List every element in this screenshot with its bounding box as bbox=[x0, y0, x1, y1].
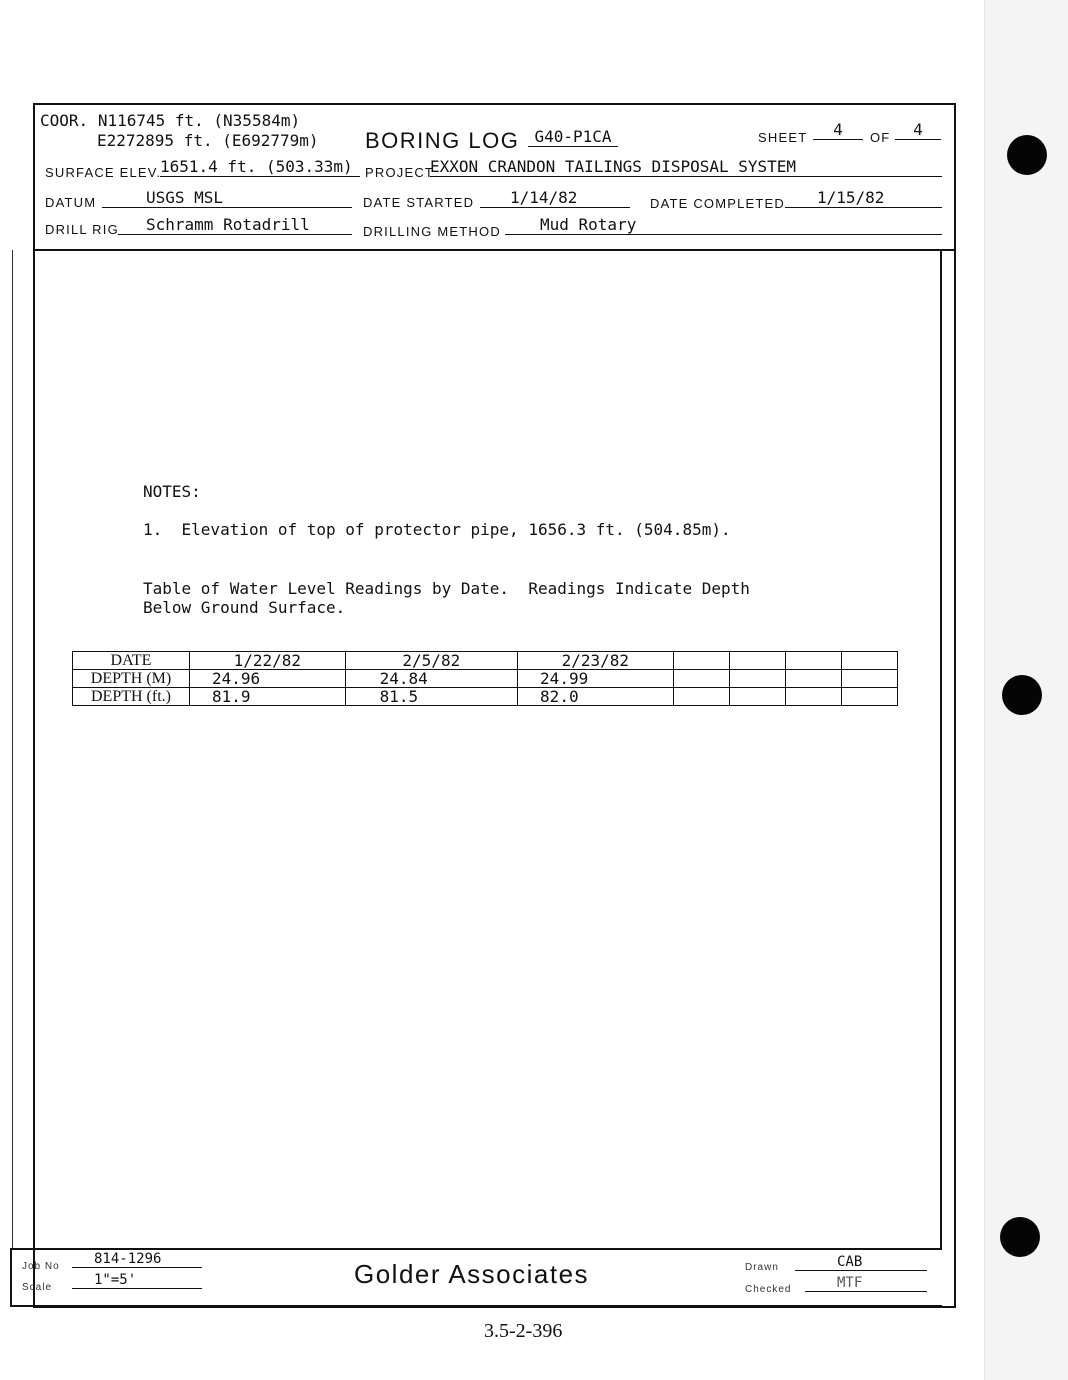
table-cell: 24.84 bbox=[345, 670, 517, 688]
table-caption-line1: Table of Water Level Readings by Date. Readings Indicate Depth bbox=[143, 579, 750, 598]
drilling-method: Mud Rotary bbox=[505, 215, 942, 235]
table-cell: 1/22/82 bbox=[190, 652, 346, 670]
table-cell bbox=[673, 670, 729, 688]
table-cell: 82.0 bbox=[518, 688, 674, 706]
table-caption-line2: Below Ground Surface. bbox=[143, 598, 346, 617]
table-cell: 24.96 bbox=[190, 670, 346, 688]
job-no-label: Job No bbox=[22, 1261, 60, 1272]
table-row-label: DEPTH (ft.) bbox=[73, 688, 190, 706]
drilling-method-label: DRILLING METHOD bbox=[363, 224, 501, 239]
table-cell bbox=[673, 652, 729, 670]
table-cell bbox=[729, 688, 785, 706]
table-cell bbox=[841, 670, 897, 688]
table-cell bbox=[785, 652, 841, 670]
surface-elev-label: SURFACE ELEV. bbox=[45, 165, 162, 180]
table-cell bbox=[841, 688, 897, 706]
of-label: OF bbox=[870, 130, 891, 145]
table-cell: 81.5 bbox=[345, 688, 517, 706]
datum-label: DATUM bbox=[45, 195, 97, 210]
drawn-by: CAB bbox=[795, 1254, 927, 1271]
date-completed: 1/15/82 bbox=[785, 188, 942, 208]
coor-east: E2272895 ft. (E692779m) bbox=[97, 131, 319, 150]
drawn-label: Drawn bbox=[745, 1262, 779, 1273]
punch-hole bbox=[1007, 135, 1047, 175]
sheet-label: SHEET bbox=[758, 130, 808, 145]
table-cell: 81.9 bbox=[190, 688, 346, 706]
footer-top-line bbox=[10, 1248, 940, 1250]
drill-rig: Schramm Rotadrill bbox=[118, 215, 352, 235]
table-row bbox=[73, 670, 898, 688]
coordinates bbox=[40, 111, 300, 130]
project-name: EXXON CRANDON TAILINGS DISPOSAL SYSTEM bbox=[430, 157, 942, 177]
body-left-edge bbox=[12, 250, 13, 1250]
page-title: BORING LOG bbox=[365, 128, 520, 153]
date-started: 1/14/82 bbox=[480, 188, 630, 208]
footer-bottom-line bbox=[10, 1305, 942, 1307]
table-cell: 2/23/82 bbox=[518, 652, 674, 670]
body-right-edge bbox=[940, 250, 942, 1250]
job-no: 814-1296 bbox=[72, 1251, 202, 1268]
datum-value: USGS MSL bbox=[102, 188, 352, 208]
scale-value: 1"=5' bbox=[72, 1272, 202, 1289]
coor-north: N116745 ft. (N35584m) bbox=[97, 111, 301, 130]
coor-label: COOR. bbox=[40, 111, 89, 130]
table-cell bbox=[785, 670, 841, 688]
note-1: 1. Elevation of top of protector pipe, 1656.3 ft. (504.85m). bbox=[143, 520, 731, 539]
notes-heading: NOTES: bbox=[143, 482, 201, 501]
table-cell bbox=[841, 652, 897, 670]
table-cell bbox=[673, 688, 729, 706]
table-cell bbox=[729, 652, 785, 670]
sheet-total: 4 bbox=[895, 120, 941, 140]
table-cell bbox=[785, 688, 841, 706]
project-label: PROJECT bbox=[365, 165, 435, 180]
date-started-label: DATE STARTED bbox=[363, 195, 475, 210]
punch-hole bbox=[1000, 1217, 1040, 1257]
checked-by: MTF bbox=[805, 1275, 927, 1292]
table-row bbox=[73, 688, 898, 706]
surface-elev: 1651.4 ft. (503.33m) bbox=[160, 157, 360, 177]
punch-hole bbox=[1002, 675, 1042, 715]
table-cell: 2/5/82 bbox=[345, 652, 517, 670]
page-number: 3.5-2-396 bbox=[484, 1320, 563, 1342]
footer-left-edge bbox=[10, 1248, 12, 1305]
date-completed-label: DATE COMPLETED bbox=[650, 196, 786, 211]
sheet-number: 4 bbox=[813, 120, 863, 140]
table-row bbox=[73, 652, 898, 670]
table-cell bbox=[729, 670, 785, 688]
checked-label: Checked bbox=[745, 1284, 792, 1295]
boring-id: G40-P1CA bbox=[528, 127, 618, 147]
table-row-label: DEPTH (M) bbox=[73, 670, 190, 688]
water-level-table bbox=[72, 651, 898, 706]
company-logo-text: Golder Associates bbox=[354, 1259, 590, 1289]
drill-rig-label: DRILL RIG bbox=[45, 222, 119, 237]
table-row-label: DATE bbox=[73, 652, 190, 670]
table-cell: 24.99 bbox=[518, 670, 674, 688]
scale-label: Scale bbox=[22, 1282, 53, 1293]
